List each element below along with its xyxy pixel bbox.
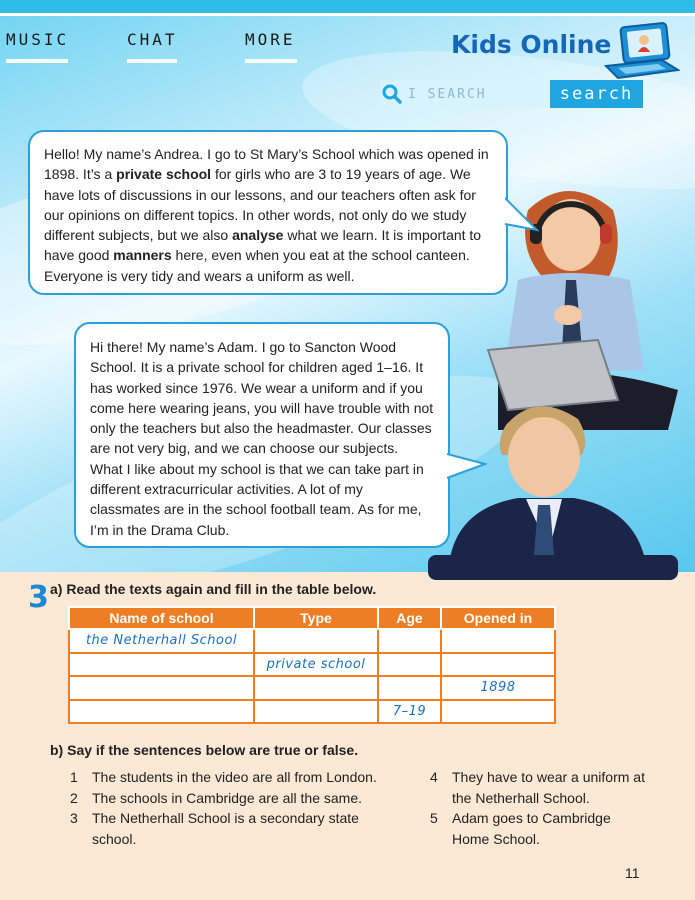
table-cell[interactable] [441,700,555,724]
search-box [380,80,550,108]
nav-label-music: MUSIC [6,30,70,49]
table-cell[interactable] [69,676,254,700]
nav-item-chat[interactable] [127,30,178,66]
statement-number: 5 [430,810,438,826]
nav-item-more[interactable] [245,30,297,66]
speech-bubble-andrea [28,130,508,295]
table-cell[interactable] [378,653,441,677]
column-header: Opened in [441,607,555,629]
exercise-b-title: b) Say if the sentences below are true or false. [50,742,359,758]
search-bar [380,80,643,108]
table-cell[interactable] [69,653,254,677]
table-cell[interactable] [254,629,378,653]
table-cell[interactable]: 1898 [441,676,555,700]
andrea-text-part: Hello! My name’s Andrea. I go to St Mary’s School which was opened in 1898. It’s a [44,146,489,183]
statement-text: Adam goes to Cambridge Home School. [452,810,611,847]
table-cell[interactable]: 7–19 [378,700,441,724]
statement-text: The schools in Cambridge are all the same. [92,790,363,806]
table-header-row [69,607,555,629]
table-cell[interactable] [378,676,441,700]
nav-label-more: MORE [245,30,296,49]
statement-item [430,808,630,849]
table-cell[interactable] [254,700,378,724]
boy-in-uniform-image [428,395,678,580]
table-cell[interactable]: private school [254,653,378,677]
andrea-text-part: here, even when you eat at the school canteen. Everyone is very tidy and wears a uniform as well. [44,247,470,284]
table-row [69,700,555,724]
search-button[interactable]: search [550,80,643,108]
table-row [69,629,555,653]
statement-number: 3 [70,810,78,826]
statement-text: The students in the video are all from London. [92,769,377,785]
andrea-keyword: analyse [232,227,284,244]
nav-label-chat: CHAT [127,30,178,49]
table-row [69,653,555,677]
speech-bubble-adam [74,322,450,548]
andrea-text-part: for girls who are 3 to 19 years of age. We have lots of discussions in our lessons, and our teachers often ask for our opinions on different topics. In other words, not only do we study different subjects, but we also [44,166,476,244]
column-header: Name of school [69,607,254,629]
search-icon [382,84,402,104]
statement-item [430,767,650,808]
table-cell[interactable] [378,629,441,653]
statement-item [70,808,380,849]
column-header: Age [378,607,441,629]
table-cell[interactable] [441,629,555,653]
bubble-tail [505,196,539,236]
statement-number: 1 [70,769,78,785]
adam-text: Hi there! My name’s Adam. I go to Sancton Wood School. It is a private school for children aged 1–16. It has worked since 1976. We wear a uniform and if you come here wearing jeans, you will have trouble with not only the teachers but also the headmaster. Our classes are not very big, and we can choose our subjects. What I like about my school is that we can take part in different extracurricular activities. A lot of my classmates are in the school football team. As for me, I’m in the Drama Club. [90,339,434,538]
statement-item [70,767,410,788]
andrea-keyword: manners [113,247,172,264]
top-bar [0,0,695,16]
statement-number: 2 [70,790,78,806]
exercise-number: 3 [28,580,49,615]
column-header: Type [254,607,378,629]
table-cell[interactable] [69,700,254,724]
search-input[interactable] [408,87,548,102]
bubble-tail [447,452,487,482]
answer-table [68,606,556,724]
nav-underline [6,59,68,63]
table-cell[interactable]: the Netherhall School [69,629,254,653]
exercise-a-title: a) Read the texts again and fill in the table below. [50,581,377,597]
andrea-keyword: private school [116,166,212,183]
nav-underline [245,59,297,63]
table-cell[interactable] [441,653,555,677]
statement-item [70,788,410,809]
table-cell[interactable] [254,676,378,700]
nav-underline [127,59,177,63]
laptop-logo-icon [604,22,680,80]
brand-title: Kids Online [451,30,612,59]
statement-number: 4 [430,769,438,785]
andrea-text-part: what we learn. It is important to have good [44,227,482,264]
statement-text: The Netherhall School is a secondary state school. [92,810,359,847]
page-number: 11 [625,865,640,881]
table-row [69,676,555,700]
statement-text: They have to wear a uniform at the Netherhall School. [452,769,645,806]
nav-item-music[interactable] [6,30,69,66]
